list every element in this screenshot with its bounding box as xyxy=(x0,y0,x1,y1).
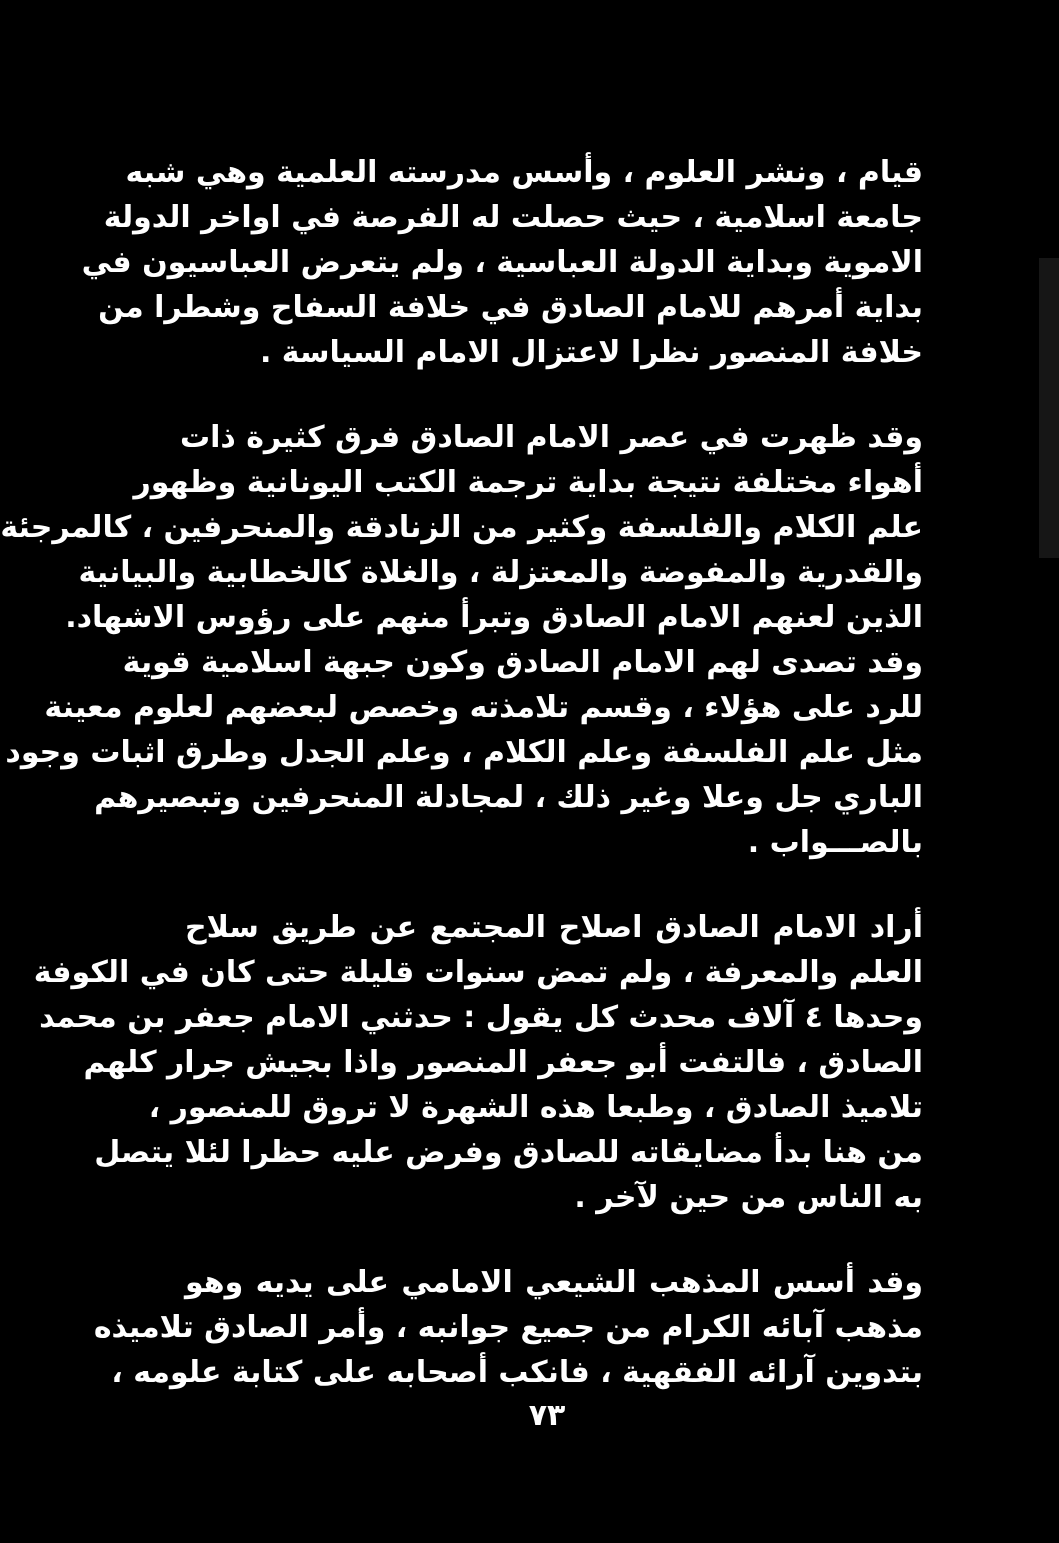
text-line: جامعة اسلامية ، حيث حصلت له الفرصة في اواخر الدولة xyxy=(103,200,923,235)
text-line: بالصـــواب . xyxy=(747,825,923,860)
text-line: قيام ، ونشر العلوم ، وأسس مدرسته العلمية وهي شبه xyxy=(125,155,923,190)
text-line: تلاميذ الصادق ، وطبعا هذه الشهرة لا تروق للمنصور ، xyxy=(148,1090,923,1125)
text-line: العلم والمعرفة ، ولم تمض سنوات قليلة حتى كان في الكوفة xyxy=(33,955,923,990)
paragraph-2 xyxy=(0,415,923,865)
text-line: أراد الامام الصادق اصلاح المجتمع عن طريق سلاح xyxy=(185,910,923,945)
text-line: بداية أمرهم للامام الصادق في خلافة السفاح وشطرا من xyxy=(98,290,923,325)
text-line: به الناس من حين لآخر . xyxy=(574,1180,923,1215)
paragraph-3 xyxy=(33,905,923,1220)
text-line: من هنا بدأ مضايقاته للصادق وفرض عليه حظرا لئلا يتصل xyxy=(94,1135,923,1170)
text-line: الاموية وبداية الدولة العباسية ، ولم يتعرض العباسيون في xyxy=(81,245,923,280)
paragraph-4 xyxy=(93,1260,923,1395)
scan-edge-shadow xyxy=(1039,258,1059,558)
text-line: خلافة المنصور نظرا لاعتزال الامام السياسة . xyxy=(259,335,923,370)
text-line: وحدها ٤ آلاف محدث كل يقول : حدثني الامام جعفر بن محمد xyxy=(39,1000,923,1035)
paragraph-spacer xyxy=(185,865,923,905)
text-line: الصادق ، فالتفت أبو جعفر المنصور واذا بجيش جرار كلهم xyxy=(83,1045,923,1080)
text-line: وقد ظهرت في عصر الامام الصادق فرق كثيرة ذات xyxy=(179,420,923,455)
book-page xyxy=(0,150,923,1395)
text-line: مثل علم الفلسفة وعلم الكلام ، وعلم الجدل وطرق اثبات وجود xyxy=(5,735,923,770)
text-line: بتدوين آرائه الفقهية ، فانكب أصحابه على كتابة علومه ، xyxy=(111,1355,923,1390)
text-line: وقد أسس المذهب الشيعي الامامي على يديه وهو xyxy=(185,1265,923,1300)
page-number: ٧٣ xyxy=(528,1398,566,1433)
text-line: الذين لعنهم الامام الصادق وتبرأ منهم على رؤوس الاشهاد. xyxy=(65,600,923,635)
paragraph-spacer xyxy=(185,375,923,415)
paragraph-1 xyxy=(81,150,923,375)
text-line: مذهب آبائه الكرام من جميع جوانبه ، وأمر الصادق تلاميذه xyxy=(93,1310,923,1345)
text-line: والقدرية والمفوضة والمعتزلة ، والغلاة كالخطابية والبيانية xyxy=(78,555,923,590)
text-line: للرد على هؤلاء ، وقسم تلامذته وخصص لبعضهم لعلوم معينة xyxy=(44,690,923,725)
text-line: أهواء مختلفة نتيجة بداية ترجمة الكتب اليونانية وظهور xyxy=(133,465,923,500)
text-line: وقد تصدى لهم الامام الصادق وكون جبهة اسلامية قوية xyxy=(122,645,923,680)
paragraph-spacer xyxy=(185,1220,923,1260)
text-line: علم الكلام والفلسفة وكثير من الزنادقة والمنحرفين ، كالمرجئة xyxy=(0,510,923,545)
text-line: الباري جل وعلا وغير ذلك ، لمجادلة المنحرفين وتبصيرهم xyxy=(94,780,923,815)
